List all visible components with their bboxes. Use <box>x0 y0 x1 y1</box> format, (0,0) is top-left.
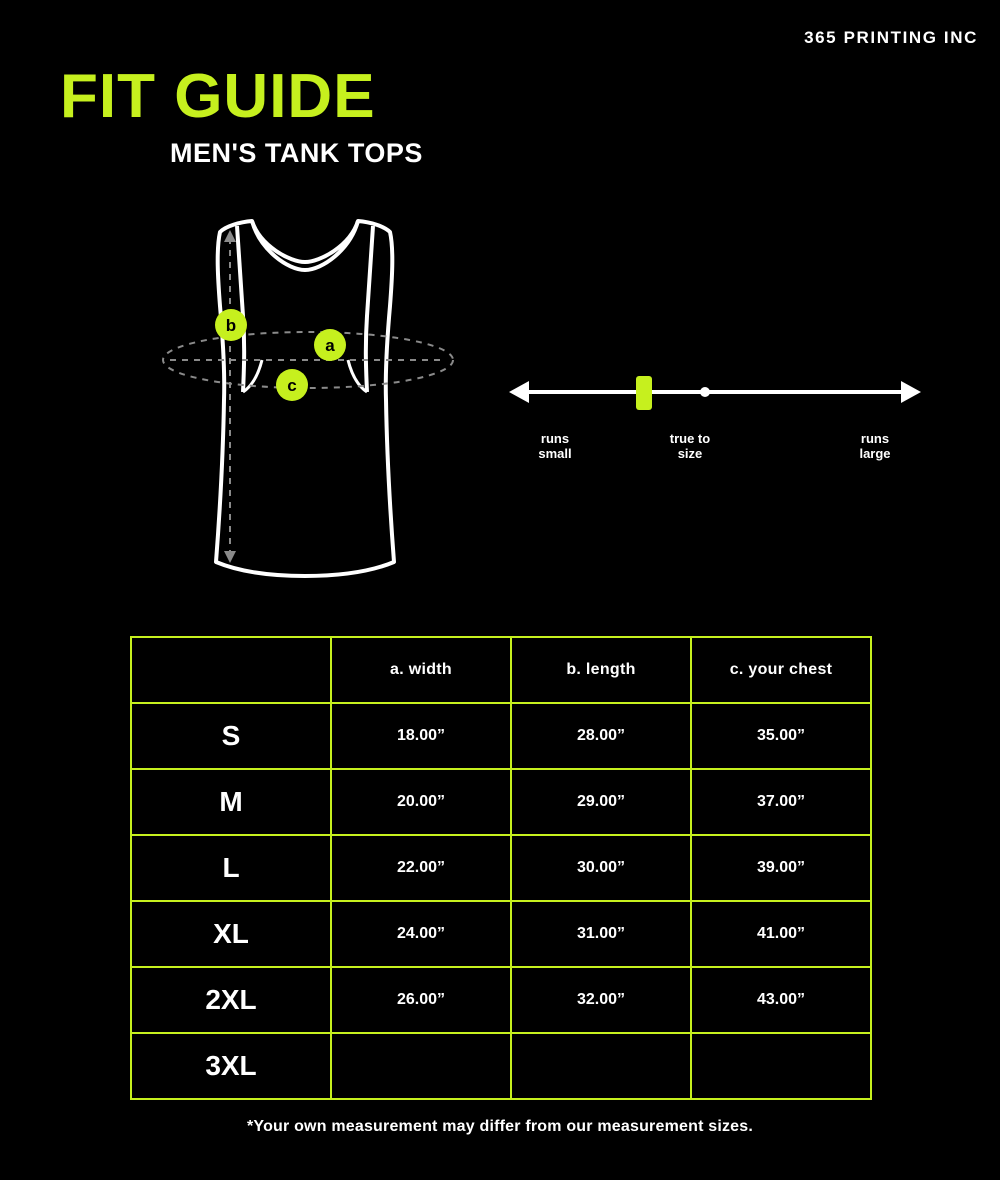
true-to-size-dot <box>700 387 710 397</box>
chest-value: 35.00” <box>691 703 871 769</box>
length-value: 28.00” <box>511 703 691 769</box>
tank-top-svg <box>140 210 470 600</box>
table-row <box>131 901 871 967</box>
size-label: 2XL <box>131 967 331 1033</box>
length-value <box>511 1033 691 1099</box>
length-value: 32.00” <box>511 967 691 1033</box>
header-width: a. width <box>331 637 511 703</box>
width-value: 18.00” <box>331 703 511 769</box>
width-value: 24.00” <box>331 901 511 967</box>
size-label: S <box>131 703 331 769</box>
fit-scale-label-small: runs small <box>538 431 572 461</box>
brand-name: 365 PRINTING INC <box>804 28 978 47</box>
arrow-right-icon <box>901 381 921 403</box>
fit-scale-svg <box>505 360 925 430</box>
width-value <box>331 1033 511 1099</box>
table-row <box>131 703 871 769</box>
size-label: M <box>131 769 331 835</box>
page-subtitle: MEN'S TANK TOPS <box>170 138 423 168</box>
width-value: 22.00” <box>331 835 511 901</box>
fit-scale-label-true: true to size <box>669 431 711 461</box>
size-chart-table <box>130 636 872 1100</box>
fit-indicator <box>636 376 652 410</box>
chest-value: 41.00” <box>691 901 871 967</box>
arrow-left-icon <box>509 381 529 403</box>
marker-b-label: b <box>225 316 237 335</box>
length-value: 30.00” <box>511 835 691 901</box>
chest-value: 37.00” <box>691 769 871 835</box>
header-chest: c. your chest <box>691 637 871 703</box>
table-row <box>131 769 871 835</box>
fit-scale-label-large: runs large <box>859 431 891 461</box>
fit-scale <box>505 360 925 480</box>
table-row <box>131 835 871 901</box>
table-header-row <box>131 637 871 703</box>
marker-a-label: a <box>325 336 335 355</box>
header-blank <box>131 637 331 703</box>
size-label: XL <box>131 901 331 967</box>
chest-value: 39.00” <box>691 835 871 901</box>
chest-value <box>691 1033 871 1099</box>
page-title: FIT GUIDE <box>60 62 376 131</box>
width-value: 20.00” <box>331 769 511 835</box>
marker-c-label: c <box>287 376 297 395</box>
header-length: b. length <box>511 637 691 703</box>
tank-top-diagram <box>140 210 470 600</box>
chest-value: 43.00” <box>691 967 871 1033</box>
length-value: 31.00” <box>511 901 691 967</box>
length-value: 29.00” <box>511 769 691 835</box>
size-label: 3XL <box>131 1033 331 1099</box>
size-label: L <box>131 835 331 901</box>
table-row <box>131 1033 871 1099</box>
footnote: *Your own measurement may differ from our measurement sizes. <box>246 1118 754 1135</box>
table-row <box>131 967 871 1033</box>
width-value: 26.00” <box>331 967 511 1033</box>
